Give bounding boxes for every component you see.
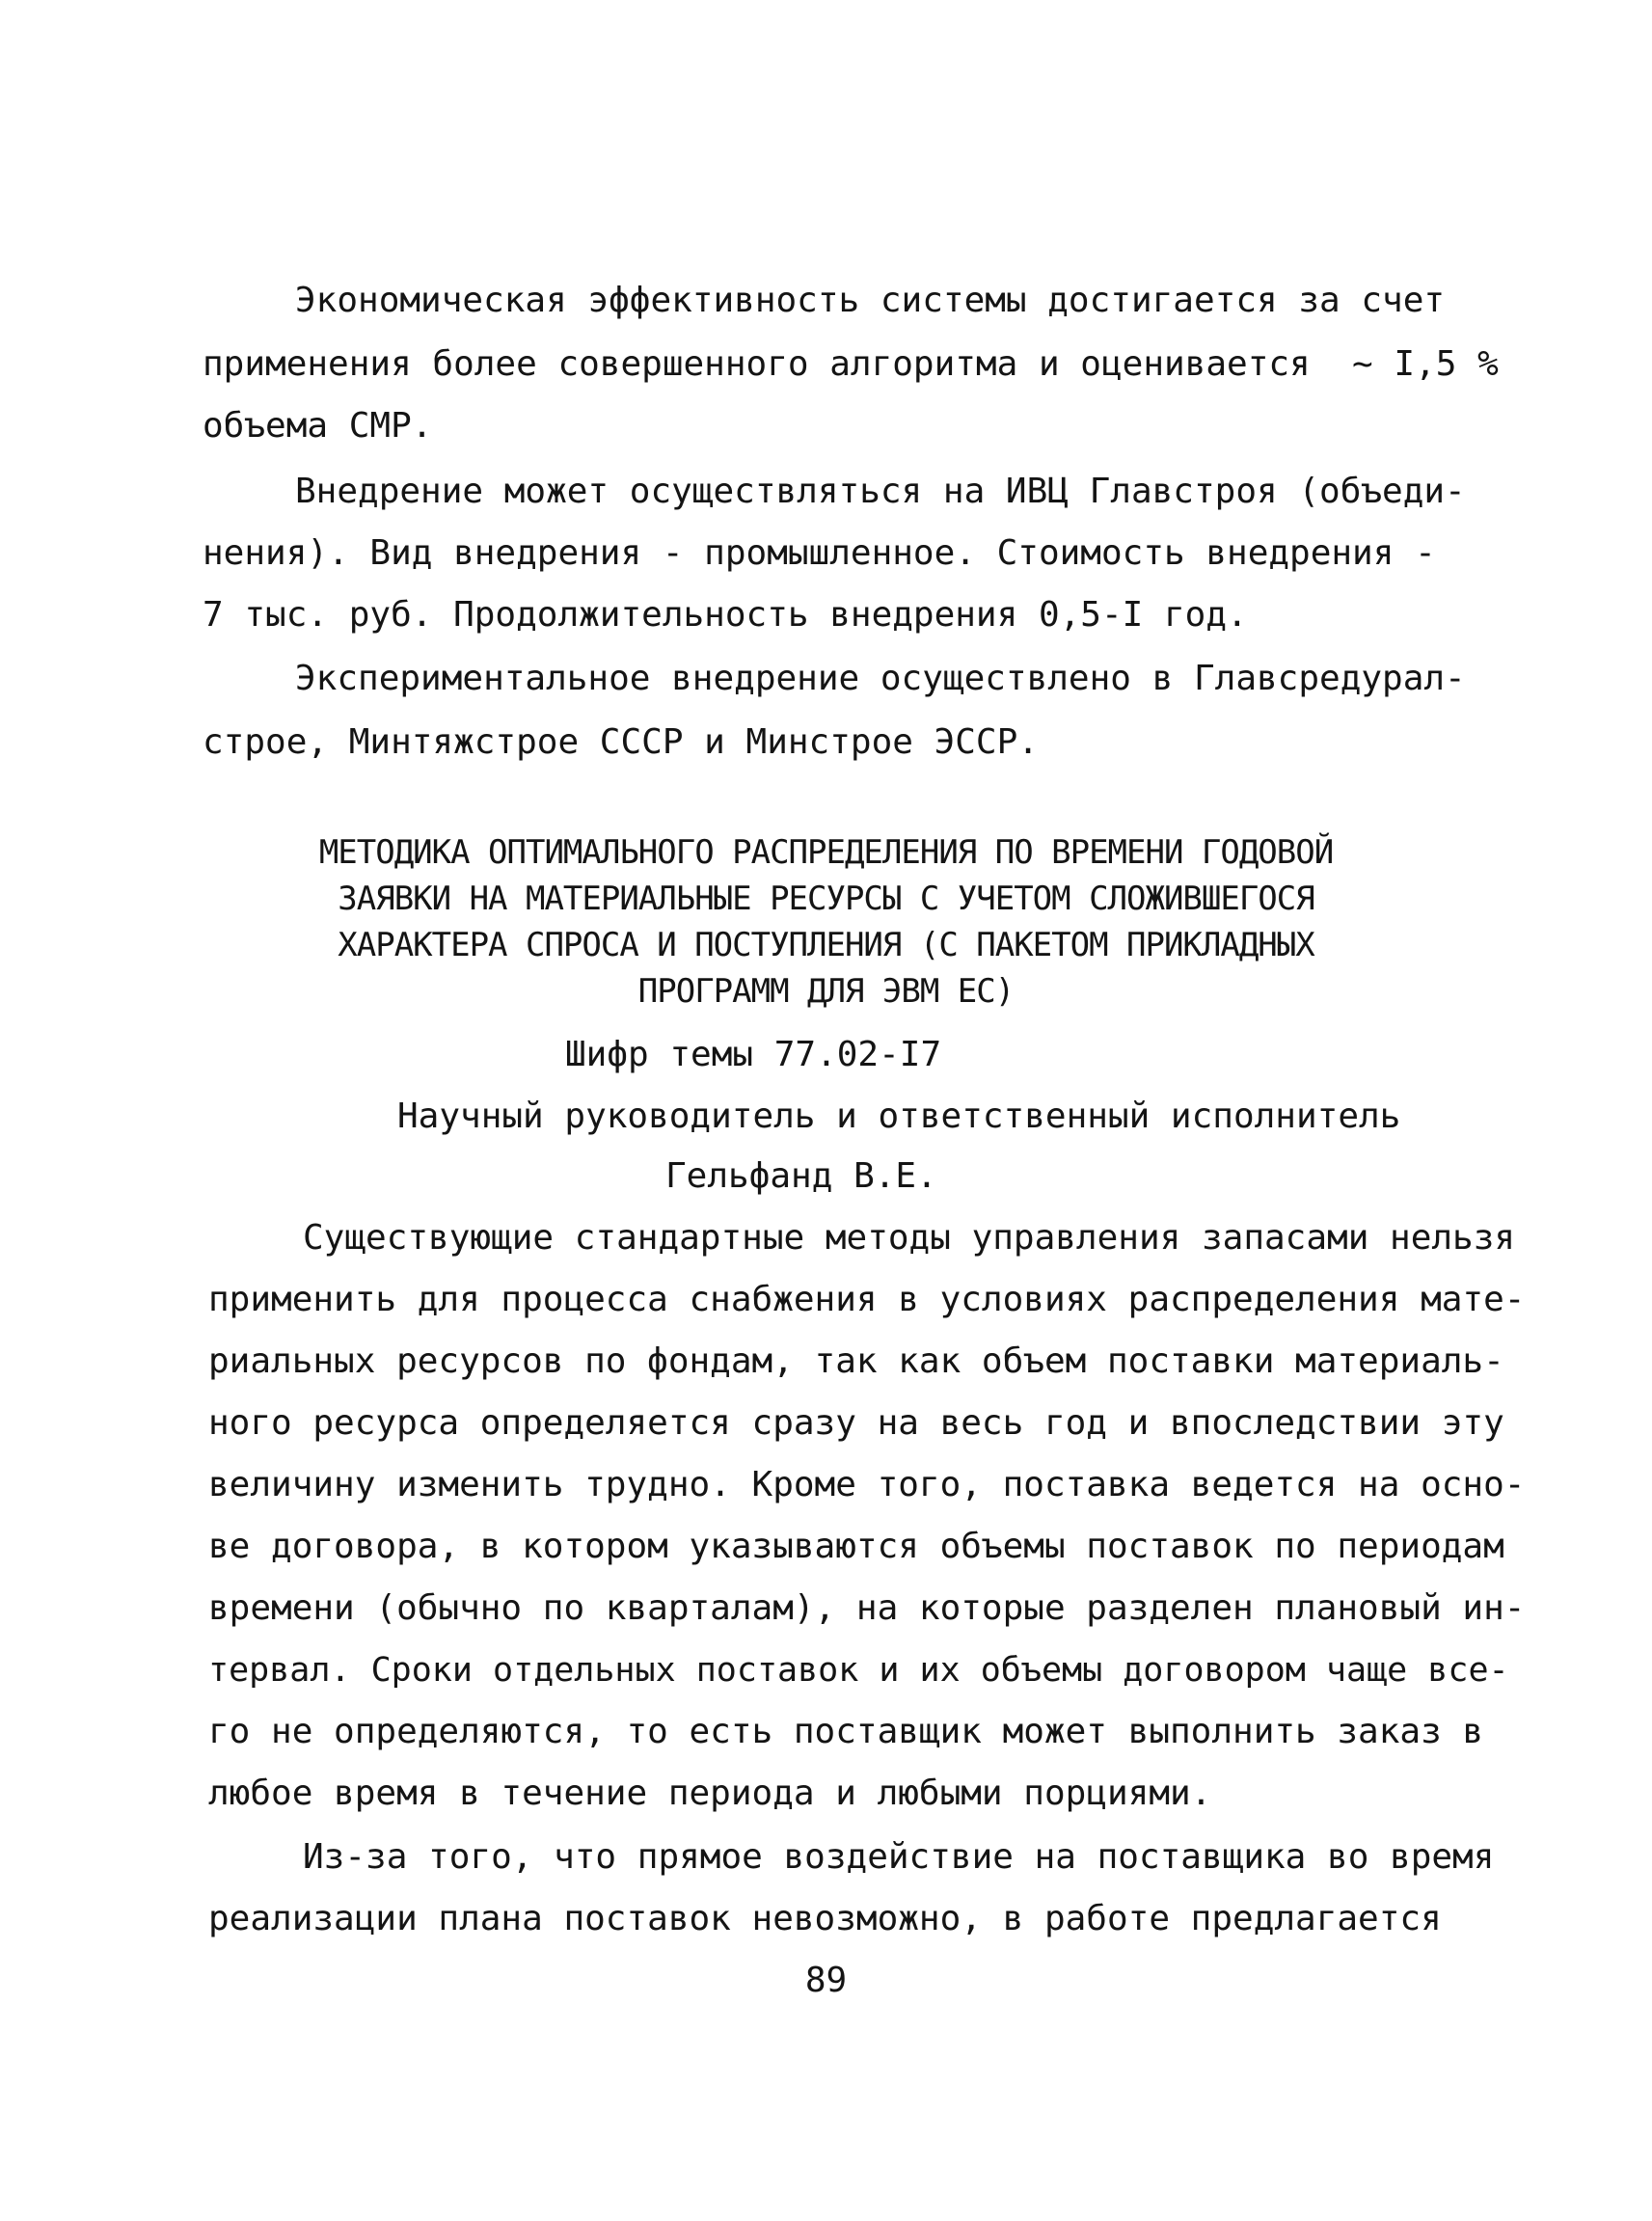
text-line: Экономическая эффективность системы достигается за счет <box>295 281 1446 320</box>
text-line: нения). Вид внедрения - промышленное. Стоимость внедрения - <box>203 533 1436 573</box>
supervisor-name: Гельфанд В.Е. <box>665 1156 937 1196</box>
topic-code: Шифр темы 77.02-I7 <box>565 1035 942 1074</box>
text-line: любое время в течение периода и любыми порциями. <box>208 1774 1212 1813</box>
text-line: Существующие стандартные методы управления запасами нельзя <box>303 1218 1516 1258</box>
text-line: Экспериментальное внедрение осуществлено в Главсредурал- <box>295 659 1466 698</box>
text-line: времени (обычно по кварталам), на которые разделен плановый ин- <box>208 1588 1526 1628</box>
text-line: ного ресурса определяется сразу на весь год и впоследствии эту <box>208 1403 1504 1443</box>
text-line: применить для процесса снабжения в условиях распределения мате- <box>208 1280 1526 1319</box>
text-line: го не определяются, то есть поставщик может выполнить заказ в <box>208 1712 1484 1751</box>
text-line: Внедрение может осуществляться на ИВЦ Главстроя (объеди- <box>295 472 1466 511</box>
title-line: ЗАЯВКИ НА МАТЕРИАЛЬНЫЕ РЕСУРСЫ С УЧЕТОМ СЛОЖИВШЕГОСЯ <box>338 880 1314 918</box>
text-line: строе, Минтяжстрое СССР и Минстрое ЭССР. <box>203 722 1039 762</box>
title-line: МЕТОДИКА ОПТИМАЛЬНОГО РАСПРЕДЕЛЕНИЯ ПО ВРЕМЕНИ ГОДОВОЙ <box>318 833 1334 872</box>
text-line: реализации плана поставок невозможно, в работе предлагается <box>208 1899 1442 1938</box>
text-line: тервал. Сроки отдельных поставок и их объемы договором чаще все- <box>208 1651 1509 1690</box>
text-line: величину изменить трудно. Кроме того, поставка ведется на осно- <box>208 1465 1526 1504</box>
text-line: риальных ресурсов по фондам, так как объем поставки материаль- <box>208 1341 1504 1381</box>
text-line: объема СМР. <box>203 406 433 446</box>
text-line: ве договора, в котором указываются объемы поставок по периодам <box>208 1527 1504 1566</box>
title-line: ХАРАКТЕРА СПРОСА И ПОСТУПЛЕНИЯ (С ПАКЕТОМ ПРИКЛАДНЫХ <box>338 926 1314 964</box>
text-line: применения более совершенного алгоритма и оценивается ~ I,5 % <box>203 344 1499 384</box>
supervisor-label: Научный руководитель и ответственный исполнитель <box>397 1097 1401 1136</box>
text-line: 7 тыс. руб. Продолжительность внедрения 0,5-I год. <box>203 595 1248 635</box>
title-line: ПРОГРАММ ДЛЯ ЭВМ ЕС) <box>637 972 1015 1011</box>
page-number: 89 <box>804 1961 848 2000</box>
text-line: Из-за того, что прямое воздействие на поставщика во время <box>303 1837 1495 1877</box>
